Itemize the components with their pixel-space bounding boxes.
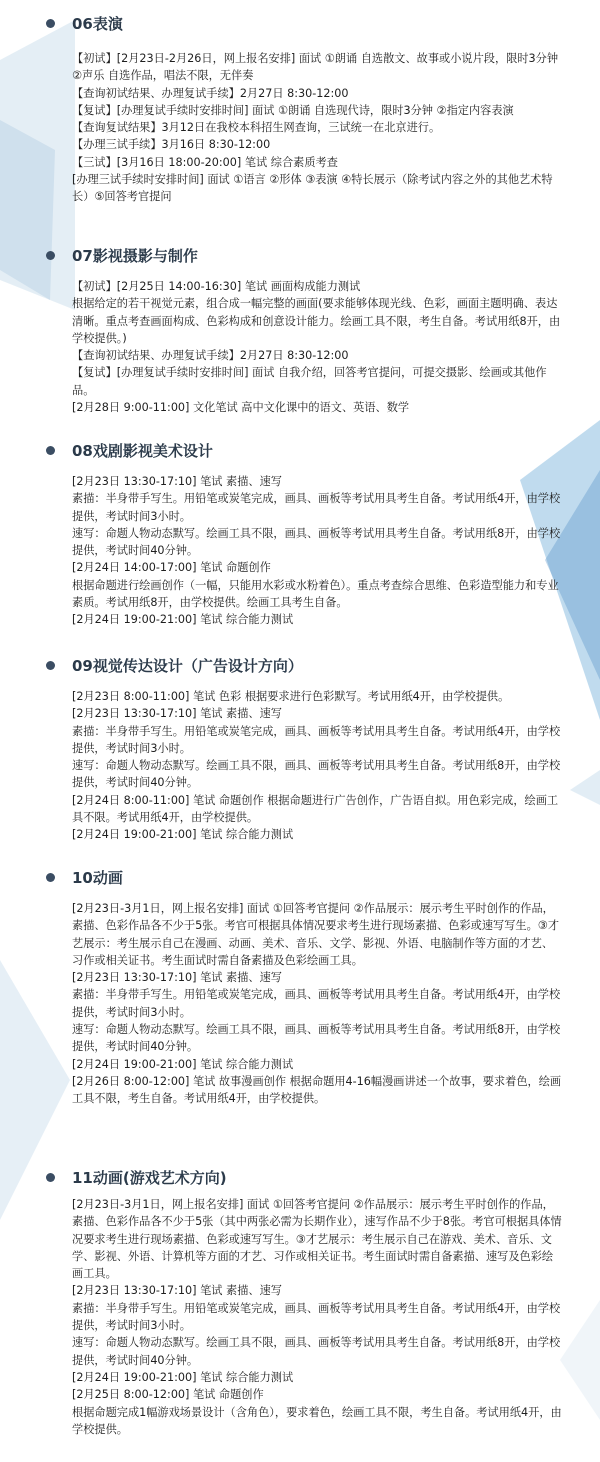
section-title [72, 244, 198, 266]
text-line: 【查询初试结果、办理复试手续】2月27日 8:30-12:00 [72, 86, 349, 100]
text-line: 根据给定的若干视觉元素，组合成一幅完整的画面(要求能够体现光线、色彩，画面主题明确、表达清晰。重点考查画面构成、色彩构成和创意设计能力。绘画工具不限，考生自备。考试用纸8开，由学校提供。) [72, 297, 561, 345]
text-line: 速写：命题人物动态默写。绘画工具不限，画具、画板等考试用具考生自备。考试用纸8开，由学校提供，考试时间40分钟。 [72, 526, 561, 558]
section-title-text: 11动画(游戏艺术方向) [72, 1168, 227, 1187]
text-line: [2月24日 19:00-21:00] 笔试 综合能力测试 [72, 613, 294, 627]
text-line: 素描：半身带手写生。用铅笔或炭笔完成，画具、画板等考试用具考生自备。考试用纸4开，由学校提供，考试时间3小时。 [72, 724, 561, 755]
left-lower-deco [0, 960, 70, 1220]
text-line: 根据命题完成1幅游戏场景设计（含角色），要求着色，绘画工具不限，考生自备。考试用纸4开，由学校提供。 [72, 1405, 562, 1436]
text-line: 速写：命题人物动态默写。绘画工具不限，画具、画板等考试用具考生自备。考试用纸8开，由学校提供，考试时间40分钟。 [72, 1023, 561, 1054]
text-line: [2月26日 8:00-12:00] 笔试 故事漫画创作 根据命题用4-16幅漫画讲述一个故事，要求着色，绘画工具不限，考生自备。考试用纸4开，由学校提供。 [72, 1074, 562, 1106]
bullet-icon [46, 446, 55, 455]
bullet-icon [46, 1173, 55, 1182]
text-line: 素描：半身带手写生。用铅笔或炭笔完成，画具、画板等考试用具考生自备。考试用纸4开，由学校提供，考试时间3小时。 [72, 492, 561, 523]
right-small-deco [570, 770, 600, 805]
text-line: 【查询初试结果、办理复试手续】2月27日 8:30-12:00 [72, 349, 349, 363]
text-line: [2月24日 8:00-11:00] 笔试 命题创作 根据命题进行广告创作，广告语自拟。用色彩完成，绘画工具不限。考试用纸4开，由学校提供。 [72, 793, 559, 825]
section-body [72, 688, 562, 844]
text-line: [2月25日 8:00-12:00] 笔试 命题创作 [72, 1388, 264, 1402]
text-line: 速写：命题人物动态默写。绘画工具不限，画具、画板等考试用具考生自备。考试用纸8开，由学校提供，考试时间40分钟。 [72, 759, 561, 790]
bullet-icon [46, 251, 55, 260]
text-line: [2月24日 19:00-21:00] 笔试 综合能力测试 [72, 828, 294, 842]
text-line: 素描：半身带手写生。用铅笔或炭笔完成，画具、画板等考试用具考生自备。考试用纸4开，由学校提供，考试时间3小时。 [72, 1301, 561, 1333]
text-line: [2月23日 13:30-17:10] 笔试 素描、速写 [72, 475, 282, 488]
section-body [72, 50, 562, 206]
bullet-icon [46, 873, 55, 882]
section-body [72, 473, 562, 629]
text-line: [2月23日 13:30-17:10] 笔试 素描、速写 [72, 1284, 282, 1298]
text-line: 素描：半身带手写生。用铅笔或炭笔完成，画具、画板等考试用具考生自备。考试用纸4开，由学校提供，考试时间3小时。 [72, 988, 561, 1019]
section-title [72, 12, 123, 34]
text-line: 【办理三试手续】3月16日 8:30-12:00 [72, 138, 271, 152]
text-line: 速写：命题人物动态默写。绘画工具不限，画具、画板等考试用具考生自备。考试用纸8开，由学校提供，考试时间40分钟。 [72, 1336, 561, 1367]
section-title [72, 654, 303, 676]
bullet-icon [46, 19, 55, 28]
section-title-text: 08戏剧影视美术设计 [72, 441, 213, 460]
text-line: [2月24日 19:00-21:00] 笔试 综合能力测试 [72, 1370, 294, 1384]
text-line: [2月23日-3月1日，网上报名安排] 面试 ①回答考官提问 ②作品展示：展示考生平时创作的作品，素描、色彩作品各不少于5张。考官可根据具体情况要求考生进行现场素描、色彩或速写写生。③才艺展示：考生展示自己在漫画、动画、美术、音乐、文学、影视、外语、电脑制作等方面的才艺、习作或相关证书。考生面试时需自备素描及色彩绘画工具。 [72, 902, 560, 967]
text-line: [2月23日 8:00-11:00] 笔试 色彩 根据要求进行色彩默写。考试用纸4开，由学校提供。 [72, 690, 510, 703]
section-title-text: 06表演 [72, 14, 123, 33]
section-body [72, 900, 562, 1108]
text-line: [2月23日 13:30-17:10] 笔试 素描、速写 [72, 971, 282, 985]
text-line: [2月23日-3月1日，网上报名安排] 面试 ①回答考官提问 ②作品展示：展示考生平时创作的作品，素描、色彩作品各不少于5张（其中两张必需为长期作业），速写作品不少于8张。考官可根据具体情况要求考生进行现场素描、色彩或速写写生。③才艺展示：考生展示自己在游戏、美术、音乐、文学、影视、外语、计算机等方面的才艺、习作或相关证书。考生面试时需自备素描、速写及色彩绘画工具。 [72, 1198, 562, 1281]
text-line: [办理三试手续时安排时间] 面试 ①语言 ②形体 ③表演 ④特长展示（除考试内容之外的其他艺术特长）⑤回答考官提问 [72, 173, 553, 204]
text-line: 【初试】[2月23日-2月26日，网上报名安排] 面试 ①朗诵 自选散文、故事或小说片段，限时3分钟②声乐 自选作品，唱法不限，无伴奏 [72, 52, 559, 83]
top-left-deco-inner [0, 120, 55, 300]
text-line: 【复试】[办理复试手续时安排时间] 面试 ①朗诵 自选现代诗，限时3分钟 ②指定内容表演 [72, 103, 514, 117]
section-title-text: 10动画 [72, 868, 123, 887]
text-line: 根据命题进行绘画创作（一幅，只能用水彩或水粉着色）。重点考查综合思维、色彩造型能力和专业素质。考试用纸8开，由学校提供。绘画工具考生自备。 [72, 578, 559, 610]
section-title [72, 1166, 227, 1188]
section-body [72, 278, 562, 416]
text-line: 【初试】[2月25日 14:00-16:30] 笔试 画面构成能力测试 [72, 280, 361, 293]
text-line: 【复试】[办理复试手续时安排时间] 面试 自我介绍，回答考官提问，可提交摄影、绘画或其他作品。 [72, 366, 547, 397]
section-title [72, 439, 213, 461]
bottom-right-deco [560, 1300, 600, 1420]
text-line: [2月24日 19:00-21:00] 笔试 综合能力测试 [72, 1057, 294, 1071]
section-title [72, 866, 123, 888]
text-line: 【三试】[3月16日 18:00-20:00] 笔试 综合素质考查 [72, 155, 338, 169]
section-title-text: 09视觉传达设计（广告设计方向） [72, 656, 303, 675]
bullet-icon [46, 661, 55, 670]
text-line: [2月23日 13:30-17:10] 笔试 素描、速写 [72, 707, 282, 721]
section-title-text: 07影视摄影与制作 [72, 246, 198, 265]
section-body [72, 1196, 562, 1438]
text-line: [2月28日 9:00-11:00] 文化笔试 高中文化课中的语文、英语、数学 [72, 401, 410, 415]
text-line: [2月24日 14:00-17:00] 笔试 命题创作 [72, 561, 271, 575]
text-line: 【查询复试结果】3月12日在我校本科招生网查询，三试统一在北京进行。 [72, 121, 441, 135]
